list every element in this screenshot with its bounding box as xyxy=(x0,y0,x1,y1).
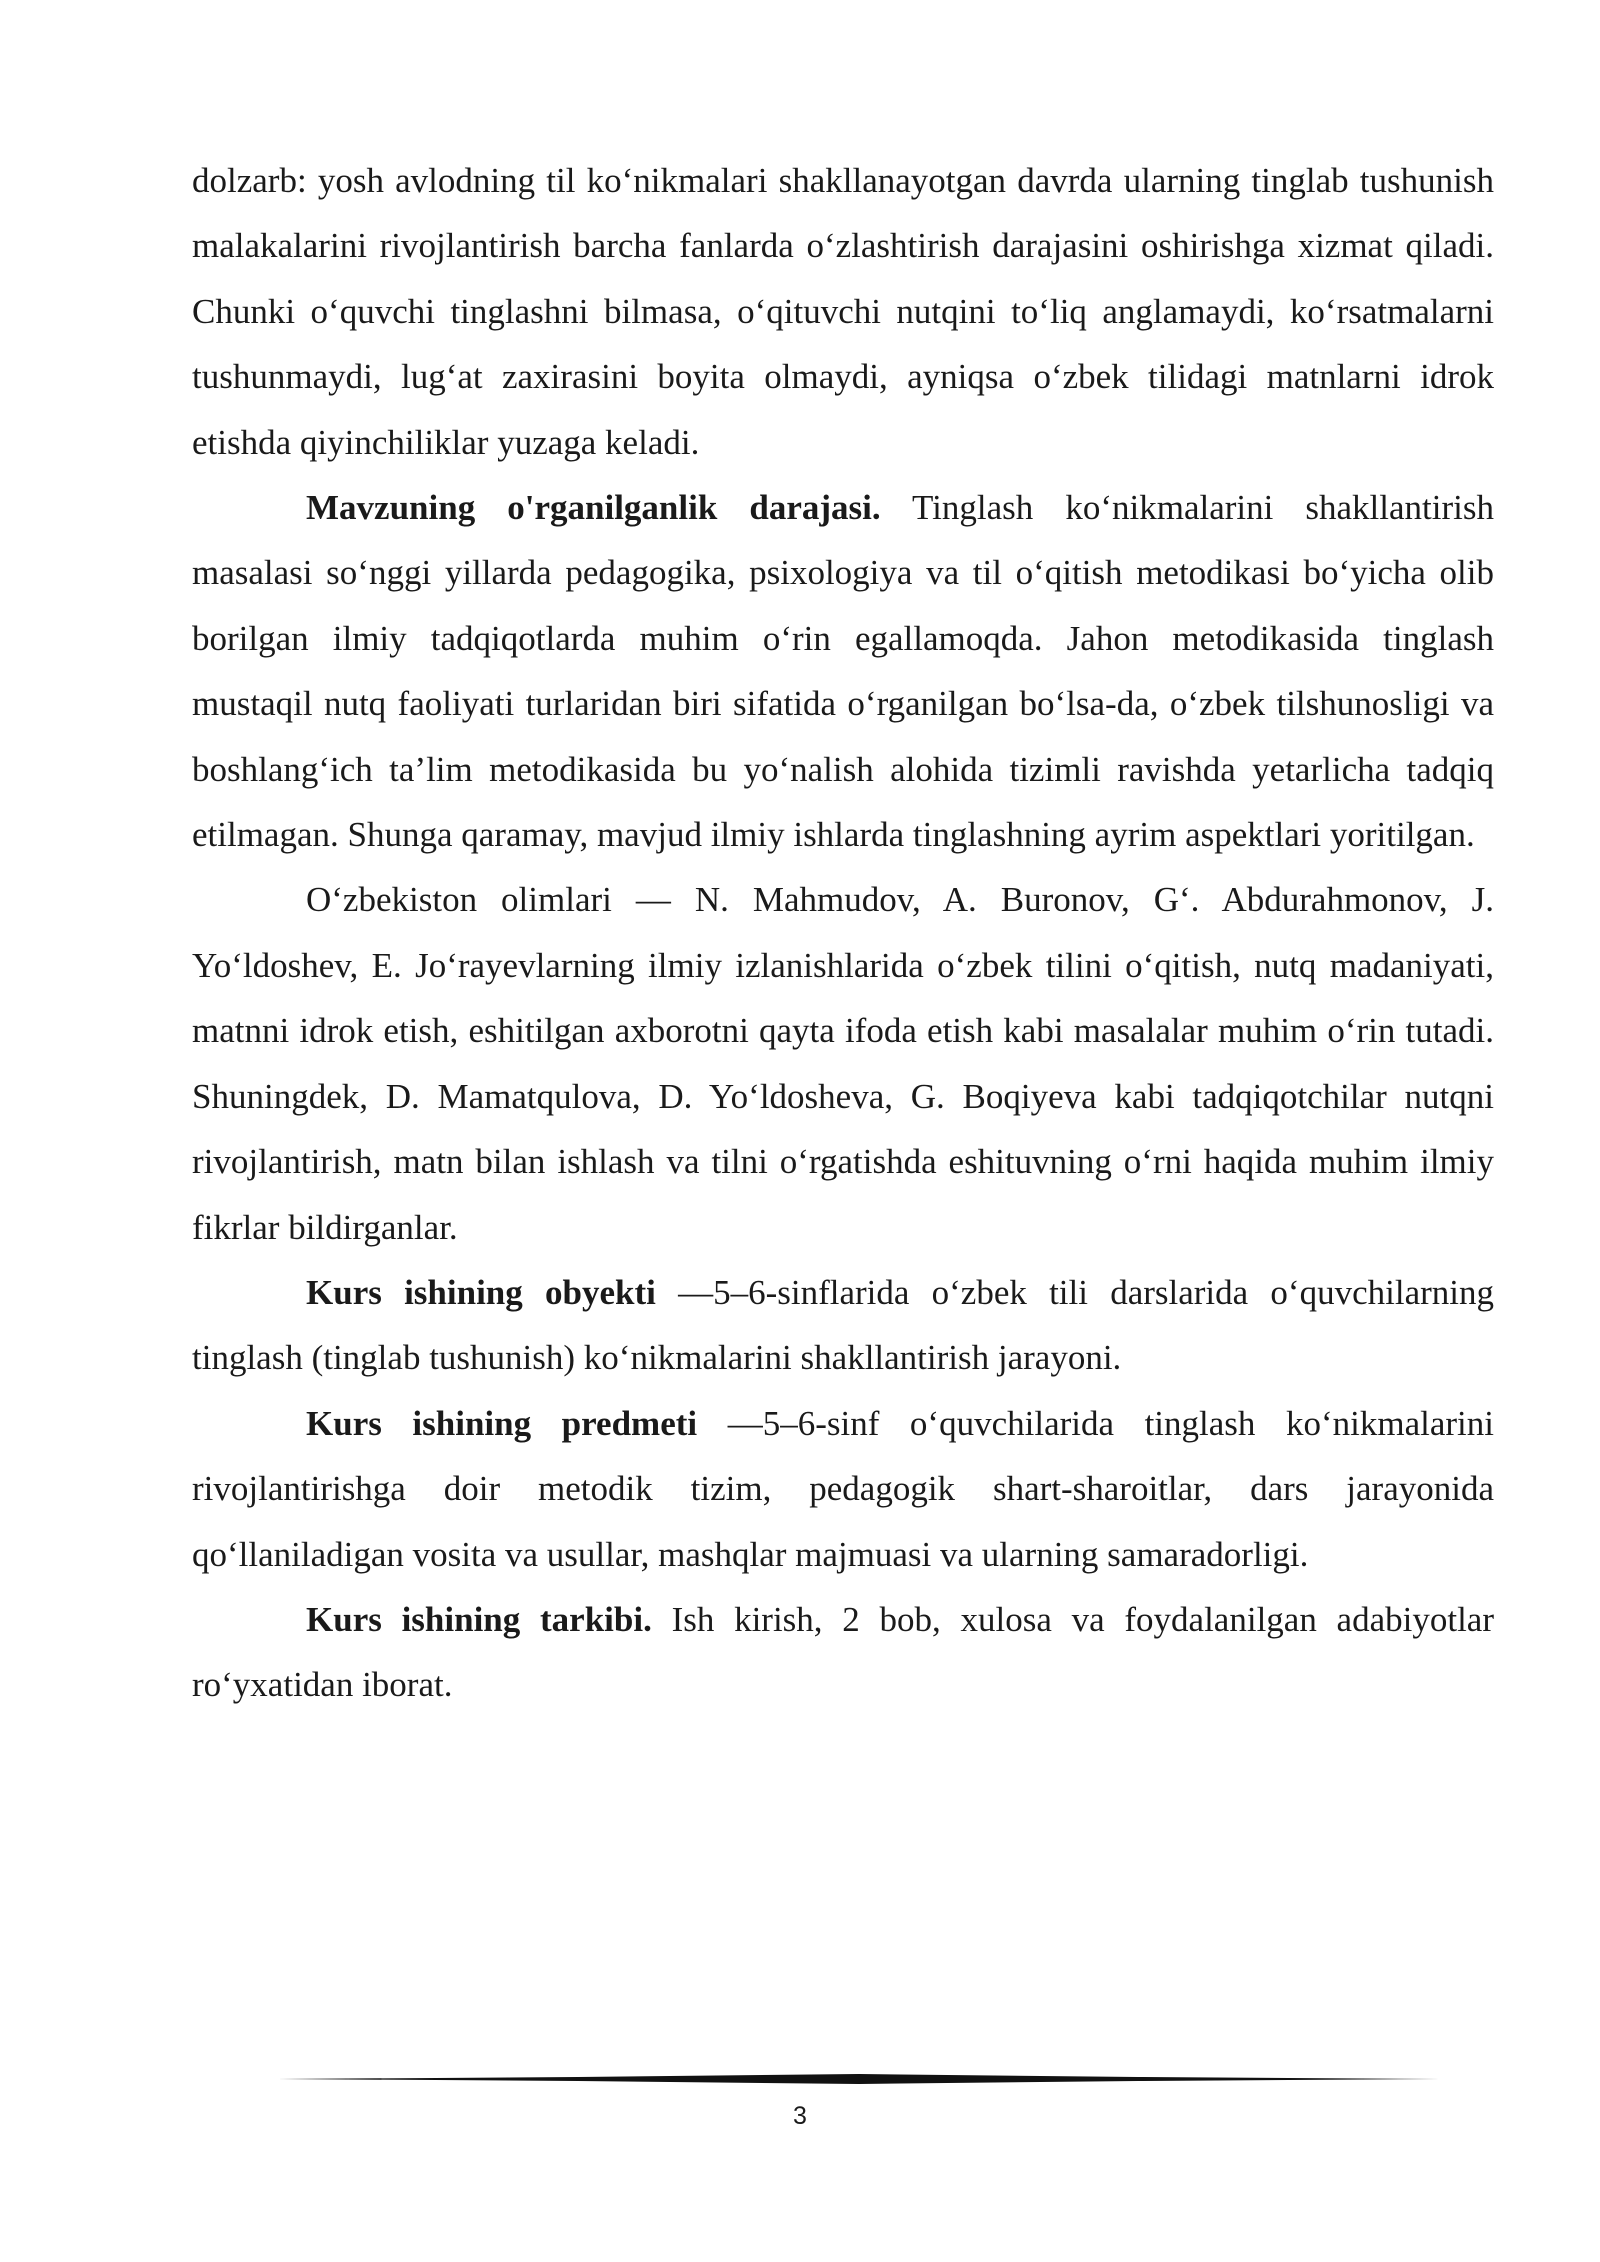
paragraph-uzbek-scholars xyxy=(192,867,1494,1259)
footer-rule xyxy=(278,2072,1440,2086)
paragraph-text: —5–6-sinf o‘quvchilarida tinglash ko‘nikmalarini rivojlantirishga doir metodik tizim, pedagogik shart-sharoitlar, dars jarayonida qo‘llaniladigan vosita va usullar, mashqlar majmuasi va ularning samaradorligi. xyxy=(192,1403,1494,1574)
paragraph-text: dolzarb: yosh avlodning til ko‘nikmalari shakllanayotgan davrda ularning tinglab tushunish malakalarini rivojlantirish barcha fanlarda o‘zlashtirish darajasini oshirishga xizmat qiladi. Chunki o‘quvchi tinglashni bilmasa, o‘qituvchi nutqini to‘liq anglamaydi, ko‘rsatmalarni tushunmaydi, lug‘at zaxirasini boyita olmaydi, ayniqsa o‘zbek tilidagi matnlarni idrok etishda qiyinchiliklar yuzaga keladi. xyxy=(192,161,1494,462)
paragraph-text: —5–6-sinflarida o‘zbek tili darslarida o‘quvchilarning tinglash (tinglab tushunish) ko‘nikmalarini shakllantirish jarayoni. xyxy=(192,1272,1494,1378)
paragraph-research-degree xyxy=(192,475,1494,867)
paragraph-heading: Kurs ishining tarkibi. xyxy=(306,1599,652,1639)
paragraph-structure xyxy=(192,1587,1494,1718)
paragraph-heading: Mavzuning o'rganilganlik darajasi. xyxy=(306,488,881,528)
paragraph-text: Ish kirish, 2 bob, xulosa va foydalanilgan adabiyotlar ro‘yxatidan iborat. xyxy=(192,1599,1494,1705)
paragraph-relevance-continued xyxy=(192,148,1494,475)
page-number: 3 xyxy=(793,2102,807,2130)
paragraph-text: Tinglash ko‘nikmalarini shakllantirish masalasi so‘nggi yillarda pedagogika, psixologiya va til o‘qitish metodikasi bo‘yicha olib borilgan ilmiy tadqiqotlarda muhim o‘rin egallamoqda. Jahon metodikasida tinglash mustaqil nutq faoliyati turlaridan biri sifatida o‘rganilgan bo‘lsa-da, o‘zbek tilshunosligi va boshlang‘ich ta’lim metodikasida bu yo‘nalish alohida tizimli ravishda yetarlicha tadqiq etilmagan. Shunga qaramay, mavjud ilmiy ishlarda tinglashning ayrim aspektlari yoritilgan. xyxy=(192,488,1494,855)
paragraph-object xyxy=(192,1260,1494,1391)
paragraph-text: O‘zbekiston olimlari — N. Mahmudov, A. Buronov, G‘. Abdurahmonov, J. Yo‘ldoshev, E. Jo‘rayevlarning ilmiy izlanishlarida o‘zbek tilini o‘qitish, nutq madaniyati, matnni idrok etish, eshitilgan axborotni qayta ifoda etish kabi masalalar muhim o‘rin tutadi. Shuningdek, D. Mamatqulova, D. Yo‘ldosheva, G. Boqiyeva kabi tadqiqotchilar nutqni rivojlantirish, matn bilan ishlash va tilni o‘rgatishda eshituvning o‘rni haqida muhim ilmiy fikrlar bildirganlar. xyxy=(192,880,1494,1247)
paragraph-subject xyxy=(192,1391,1494,1587)
page-body xyxy=(192,148,1494,1718)
paragraph-heading: Kurs ishining predmeti xyxy=(306,1403,698,1443)
paragraph-heading: Kurs ishining obyekti xyxy=(306,1272,656,1312)
